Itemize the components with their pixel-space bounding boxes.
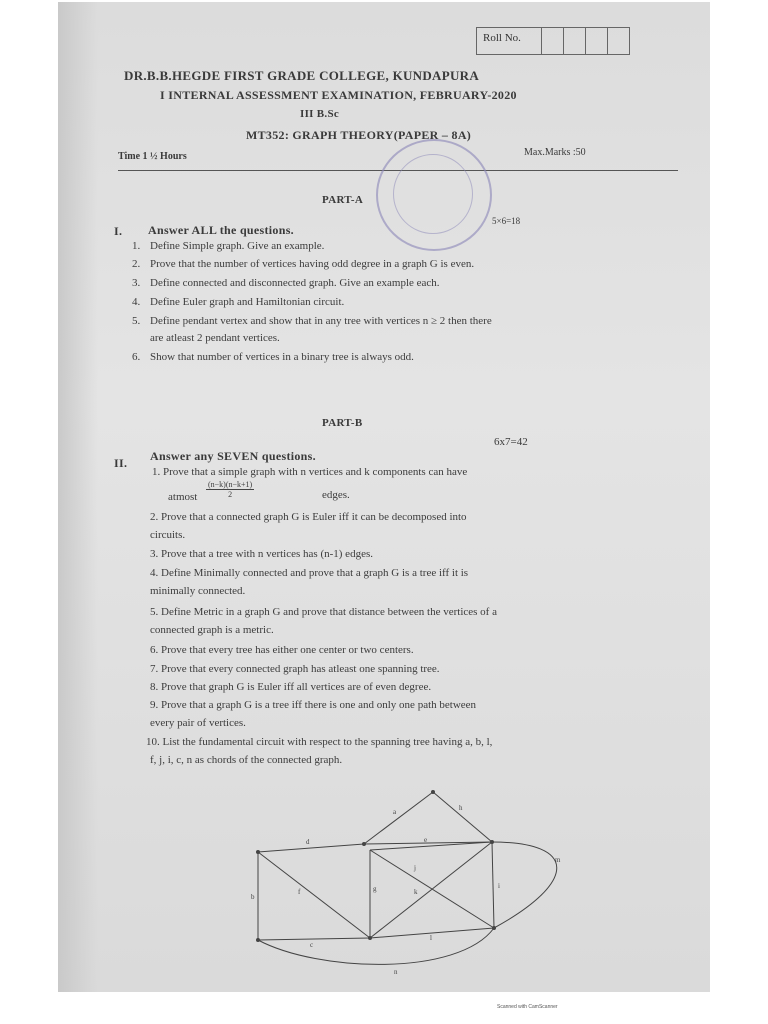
college-name: DR.B.B.HEGDE FIRST GRADE COLLEGE, KUNDAPURA xyxy=(124,68,480,83)
paper-title: MT352: GRAPH THEORY(PAPER – 8A) xyxy=(246,128,472,142)
graph-edge xyxy=(258,844,364,852)
part-a-question-number: 6. xyxy=(132,351,141,363)
part-a-question-number: 2. xyxy=(132,258,141,270)
part-b-question: 7. Prove that every connected graph has atleast one spanning tree. xyxy=(150,663,440,675)
part-a-question: Define pendant vertex and show that in any tree with vertices n ≥ 2 then there xyxy=(150,315,492,327)
exam-title: I INTERNAL ASSESSMENT EXAMINATION, FEBRUARY-2020 xyxy=(160,88,517,102)
edge-label: d xyxy=(306,838,310,846)
part-b-question: 5. Define Metric in a graph G and prove that distance between the vertices of a xyxy=(150,606,497,618)
part-a-question-number: 1. xyxy=(132,240,141,252)
part-b-title: PART-B xyxy=(322,417,363,429)
scanner-watermark: Scanned with CamScanner xyxy=(497,1004,558,1010)
graph-vertex xyxy=(492,926,496,930)
graph-edge-curve xyxy=(492,842,557,928)
part-a-question-number: 5. xyxy=(132,315,141,327)
part-b-question: 2. Prove that a connected graph G is Euler iff it can be decomposed into xyxy=(150,511,467,523)
class-name: III B.Sc xyxy=(300,108,340,120)
part-b-question-continuation: f, j, i, c, n as chords of the connected graph. xyxy=(150,754,343,766)
graph-vertex xyxy=(431,790,435,794)
graph-vertex xyxy=(362,842,366,846)
graph-edge xyxy=(433,792,492,842)
part-a-section-number: I. xyxy=(114,224,123,238)
edge-label: j xyxy=(414,864,416,872)
part-b-question: 8. Prove that graph G is Euler iff all vertices are of even degree. xyxy=(150,681,432,693)
part-b-marks: 6x7=42 xyxy=(494,436,528,448)
fraction-denominator: 2 xyxy=(228,490,233,499)
part-b-question-edges: edges. xyxy=(322,489,350,501)
graph-edge xyxy=(370,842,492,938)
edge-label: e xyxy=(424,836,428,844)
part-a-question: Define connected and disconnected graph. Give an example each. xyxy=(150,277,440,289)
edge-label: l xyxy=(430,934,432,942)
part-b-question: 10. List the fundamental circuit with respect to the spanning tree having a, b, l, xyxy=(146,736,493,748)
part-b-question: 1. Prove that a simple graph with n vertices and k components can have xyxy=(152,466,468,478)
part-b-question-continuation: connected graph is a metric. xyxy=(150,624,274,636)
graph-vertex xyxy=(368,936,372,940)
edge-label: n xyxy=(394,968,398,976)
graph-edge xyxy=(258,938,370,940)
edge-label: c xyxy=(310,941,314,949)
part-b-question: 3. Prove that a tree with n vertices has (n-1) edges. xyxy=(150,548,373,560)
edge-label: h xyxy=(459,804,463,812)
exam-paper xyxy=(58,2,710,992)
fraction-numerator: (n−k)(n−k+1) xyxy=(208,480,253,489)
part-a-instruction: Answer ALL the questions. xyxy=(148,223,294,237)
part-a-title: PART-A xyxy=(322,194,364,206)
part-b-question: 9. Prove that a graph G is a tree iff there is one and only one path between xyxy=(150,699,477,711)
part-a-question: Show that number of vertices in a binary tree is always odd. xyxy=(150,351,414,363)
part-a-question-number: 3. xyxy=(132,277,141,289)
part-a-question-continuation: are atleast 2 pendant vertices. xyxy=(150,332,280,344)
edge-label: m xyxy=(555,856,561,864)
edge-label: f xyxy=(298,888,301,896)
edge-label: b xyxy=(251,893,255,901)
part-b-question: 4. Define Minimally connected and prove that a graph G is a tree iff it is xyxy=(150,567,469,579)
part-b-question-continuation: circuits. xyxy=(150,529,186,541)
edge-label: a xyxy=(393,808,397,816)
graph-edge xyxy=(258,852,370,938)
part-a-question: Prove that the number of vertices having odd degree in a graph G is even. xyxy=(150,258,475,270)
roll-number-label: Roll No. xyxy=(483,32,521,44)
exam-time: Time 1 ½ Hours xyxy=(118,151,187,162)
edge-label: i xyxy=(498,882,500,890)
part-a-question-number: 4. xyxy=(132,296,141,308)
graph-edge xyxy=(492,842,494,928)
part-b-section-number: II. xyxy=(114,456,128,470)
part-b-instruction: Answer any SEVEN questions. xyxy=(150,449,316,463)
part-a-question: Define Euler graph and Hamiltonian circuit. xyxy=(150,296,345,308)
graph-vertex xyxy=(256,850,260,854)
part-b-question-continuation: every pair of vertices. xyxy=(150,717,246,729)
part-b-question-continuation: minimally connected. xyxy=(150,585,246,597)
edge-label: k xyxy=(414,888,418,896)
max-marks: Max.Marks :50 xyxy=(524,147,586,158)
part-b-question-atmost: atmost xyxy=(168,491,198,503)
graph-edge xyxy=(370,928,494,938)
part-a-marks: 5×6=18 xyxy=(492,216,521,226)
graph-vertex xyxy=(490,840,494,844)
part-b-question: 6. Prove that every tree has either one center or two centers. xyxy=(150,644,414,656)
edge-label: g xyxy=(373,885,377,893)
graph-vertex xyxy=(256,938,260,942)
graph-diagram xyxy=(58,2,710,992)
part-a-question: Define Simple graph. Give an example. xyxy=(150,240,325,252)
graph-edge xyxy=(364,792,433,844)
